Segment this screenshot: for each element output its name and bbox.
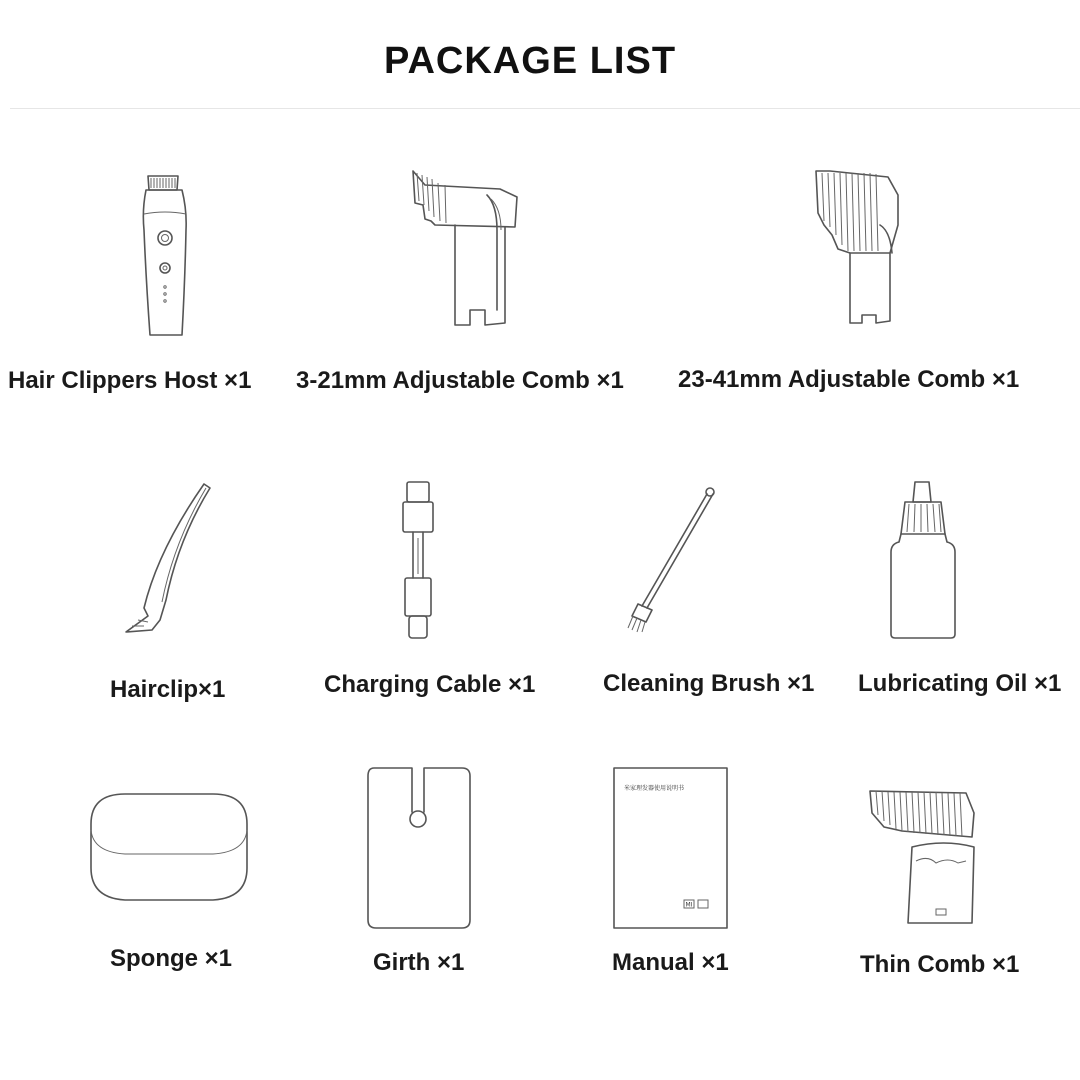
item-label-hairclip: Hairclip×1: [110, 676, 226, 703]
adjustable-comb-large-icon: [810, 165, 910, 330]
manual-booklet-icon: [610, 764, 735, 934]
manual-logo-text: MI: [685, 901, 693, 909]
item-label-hair-clippers-host: Hair Clippers Host ×1: [8, 367, 252, 394]
title-divider: [10, 108, 1080, 109]
page-title: PACKAGE LIST: [383, 40, 677, 82]
item-label-girth: Girth ×1: [373, 949, 465, 976]
item-label-3-21mm-comb: 3-21mm Adjustable Comb ×1: [296, 367, 624, 394]
item-label-charging-cable: Charging Cable ×1: [324, 671, 536, 698]
item-label-lubricating-oil: Lubricating Oil ×1: [858, 670, 1062, 697]
charging-cable-icon: [395, 478, 445, 643]
hair-clipper-icon: [130, 170, 200, 340]
item-label-cleaning-brush: Cleaning Brush ×1: [603, 670, 815, 697]
hairclip-icon: [118, 480, 218, 640]
manual-cover-text: 米家理发器使用说明书: [624, 785, 685, 792]
oil-bottle-icon: [885, 478, 965, 643]
item-label-23-41mm-comb: 23-41mm Adjustable Comb ×1: [678, 366, 1020, 393]
adjustable-comb-small-icon: [405, 165, 530, 335]
cleaning-brush-icon: [620, 482, 720, 632]
girth-cape-icon: [362, 764, 477, 934]
item-label-manual: Manual ×1: [612, 949, 729, 976]
item-label-sponge: Sponge ×1: [110, 945, 233, 972]
thin-comb-icon: [862, 785, 992, 930]
sponge-icon: [85, 790, 255, 905]
item-label-thin-comb: Thin Comb ×1: [860, 951, 1020, 978]
